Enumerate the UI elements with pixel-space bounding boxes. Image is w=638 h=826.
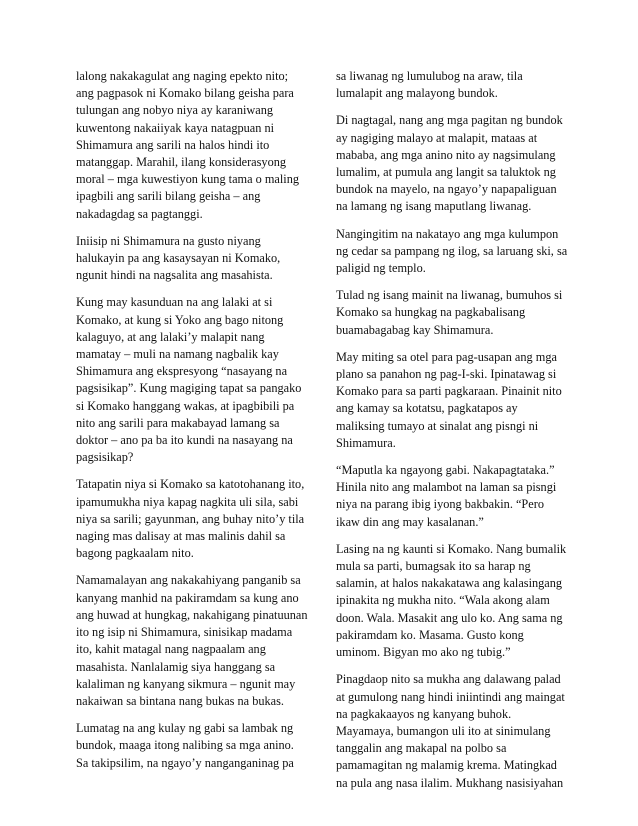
paragraph: “Maputla ka ngayong gabi. Nakapagtataka.” Hinila nito ang malambot na laman sa pisngi niya na parang ibig iyong bakbakin. “Pero ikaw din ang may kasalanan.” [336,463,557,529]
paragraph: Pinagdaop nito sa mukha ang dalawang palad at gumulong nang hindi iniintindi ang maingat na pagkakaayos ng kanyang buhok. Mayamaya, bumangon uli ito at sinimulang tanggalin ang makapal na polbo sa pamamagitan ng malamig krema. Matingkad na pula ang nasa ilalim. Mukhang nasisiyahan [336,672,565,790]
paragraph: Kung may kasunduan na ang lalaki at si Komako, at kung si Yoko ang bago nitong kalaguyo, at ang lalaki’y malapit nang mamatay – muli na namang nagbalik kay Shimamura ang ekspresyong “nasayang na pagsisikap”. Kung magiging tapat sa pangako si Komako hanggang wakas, at ipagbibili pa nito ang sarili para makabayad lamang sa doktor – ano pa ba ito kundi na nasayang na pagsisikap? [76,295,302,465]
paragraph: Di nagtagal, nang ang mga pagitan ng bundok ay nagiging malayo at malapit, mataas at mababa, ang mga anino nito ay nagsimulang lumalim, at pumula ang langit sa taluktok ng bundok na mayelo, na ngayo’y napapaliguan na lamang ng isang maputlang liwanag. [336,113,563,214]
paragraph: Tulad ng isang mainit na liwanag, bumuhos si Komako sa hungkag na pagkabalisang buamabagabag kay Shimamura. [336,288,563,337]
paragraph: May miting sa otel para pag-usapan ang mga plano sa panahon ng pag-I-ski. Ipinatawag si Komako para sa parti pagkaraan. Pinainit nito ang kamay sa kotatsu, pagkatapos ay maliksing tumayo at sinalat ang pisngi ni Shimamura. [336,349,562,450]
paragraph: sa liwanag ng lumulubog na araw, tila lumalapit ang malayong bundok. [336,69,523,101]
paragraph: Iniisip ni Shimamura na gusto niyang halukayin pa ang kasaysayan ni Komako, ngunit hindi na nagsalita ang masahista. [76,233,281,283]
paragraph: Namamalayan ang nakakahiyang panganib sa kanyang manhid na pakiramdam sa kung ano ang huwad at hungkag, nakahigang pinatuunan ito ng isip ni Shimamura, sinisikap madama ito, kahit matagal nang nagpaalam ang masahista. Nanlalamig siya hanggang sa kalaliman ng kanyang sikmura – ngunit may nakaiwan sa bintana nang bukas na bukas. [76,573,308,708]
paragraph: lalong nakakagulat ang naging epekto nito; ang pagpasok ni Komako bilang geisha para tulungan ang nobyo niya ay karaniwang kuwentong nakaiiyak kaya natagpuan ni Shimamura ang sarili na halos hindi ito matanggap. Marahil, ilang konsiderasyong moral – mga kuwestiyon kung tama o maling ipagbili ang sarili bilang geisha – ang nakadagdag sa pagtanggi. [76,69,300,221]
paragraph: Nangingitim na nakatayo ang mga kulumpon ng cedar sa pampang ng ilog, sa laruang ski, sa paligid ng templo. [336,226,568,276]
paragraph: Tatapatin niya si Komako sa katotohanang ito, ipamumukha niya kapag nagkita uli sila, sabi niya sa sarili; gayunman, ang buhay nito’y tila naging mas dalisay at mas malinis dahil sa bagong pagkaalam nito. [76,477,305,561]
paragraph: Lasing na ng kaunti si Komako. Nang bumalik mula sa parti, bumagsak ito sa harap ng salamin, at halos nakakatawa ang kalasingang ipinakita ng mukha nito. “Wala akong alam doon. Wala. Masakit ang ulo ko. Ang sama ng pakiramdam ko. Masama. Gusto kong uminom. Bigyan mo ako ng tubig.” [336,541,567,660]
right-text-column [336,68,568,802]
left-text-column [76,68,308,782]
paragraph: Lumatag na ang kulay ng gabi sa lambak ng bundok, maaga itong nalibing sa mga anino. Sa takipsilim, na ngayo’y nanganganinag pa [76,721,294,770]
